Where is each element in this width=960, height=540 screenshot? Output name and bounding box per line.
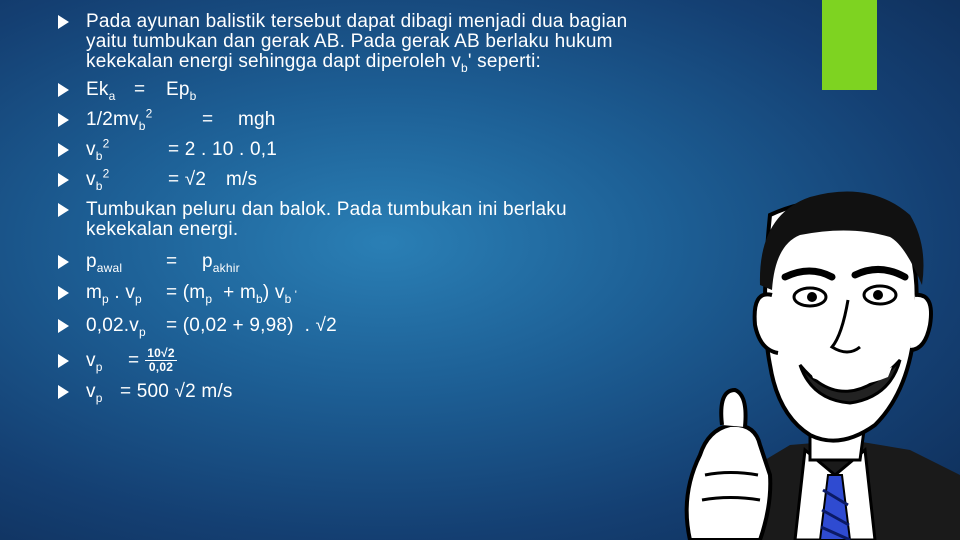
bullet-paragraph-2 — [58, 200, 758, 240]
triangle-bullet-icon — [58, 385, 69, 399]
triangle-bullet-icon — [58, 143, 69, 157]
thumbs-up-hand — [687, 425, 771, 540]
eq5-lhs: $p_{awal}$ — [86, 251, 123, 275]
eq6-lhs: $m_p$ . $v_p$ — [86, 282, 142, 306]
equation-row-5 — [58, 251, 758, 275]
thumb — [721, 390, 745, 427]
paragraph1-line2: yaitu tumbukan dan gerak AB. Pada gerak AB berlaku hukum — [86, 31, 613, 52]
eq2-rhs: mgh — [238, 109, 276, 130]
equation-row-9 — [58, 381, 758, 405]
eq8-fraction — [145, 347, 176, 374]
equation-row-6 — [58, 283, 758, 305]
eq8-lhs: $v_p$ — [86, 349, 103, 374]
eq9-rhs: = 500 √2 m/s — [120, 381, 233, 402]
eq1-rhs: $Ep_b$ — [166, 79, 197, 103]
eq3-lhs: $v_b^2$ — [86, 136, 110, 163]
paragraph1-line1: Pada ayunan balistik tersebut dapat dibagi menjadi dua bagian — [86, 11, 628, 32]
eq8-op: = — [128, 349, 140, 371]
eq4-lhs: $v_b^2$ — [86, 166, 110, 193]
eq8-fraction-numerator: 10√2 — [147, 346, 175, 360]
eq4-rhs: = √2 — [168, 169, 207, 190]
accent-bar — [822, 0, 877, 90]
equation-row-2 — [58, 106, 758, 133]
equation-row-7 — [58, 315, 758, 339]
triangle-bullet-icon — [58, 319, 69, 333]
triangle-bullet-icon — [58, 354, 69, 368]
eq7-rhs: = (0,02 + 9,98) . √2 — [166, 315, 337, 336]
paragraph1-line3: kekekalan energi sehingga dapt diperoleh $v_b'$ seperti: — [86, 51, 542, 75]
eq4-unit: m/s — [226, 169, 258, 190]
triangle-bullet-icon — [58, 113, 69, 127]
eq9-lhs: $v_p$ — [86, 381, 103, 405]
eq1-op: = — [134, 79, 146, 100]
eq2-lhs: $1/2mv_b^2$ — [86, 106, 153, 133]
triangle-bullet-icon — [58, 15, 69, 29]
triangle-bullet-icon — [58, 203, 69, 217]
eq5-op: = — [166, 251, 178, 272]
eq3-rhs: = 2 . 10 . 0,1 — [168, 139, 277, 160]
thumbs-up-man-illustration — [660, 175, 960, 540]
eq7-lhs: $0,02.v_p$ — [86, 315, 146, 339]
equation-row-1 — [58, 79, 758, 103]
eq5-rhs: $p_{akhir}$ — [202, 251, 240, 275]
triangle-bullet-icon — [58, 255, 69, 269]
bullet-paragraph-1 — [58, 11, 758, 75]
slide-body — [58, 11, 758, 405]
eq8-fraction-denominator: 0,02 — [148, 360, 174, 374]
equation-row-3 — [58, 136, 758, 163]
paragraph2-line1: Tumbukan peluru dan balok. Pada tumbukan ini berlaku — [86, 199, 567, 220]
paragraph2-line2: kekekalan energi. — [86, 219, 239, 240]
equation-row-4 — [58, 166, 758, 193]
equation-row-8 — [58, 345, 758, 374]
eq2-op: = — [202, 109, 214, 130]
eq6-rhs: = $(m_p + m_b)$ $v_b$ ' — [166, 282, 298, 306]
triangle-bullet-icon — [58, 83, 69, 97]
eq1-lhs: $Ek_a$ — [86, 79, 116, 103]
triangle-bullet-icon — [58, 173, 69, 187]
triangle-bullet-icon — [58, 286, 69, 300]
